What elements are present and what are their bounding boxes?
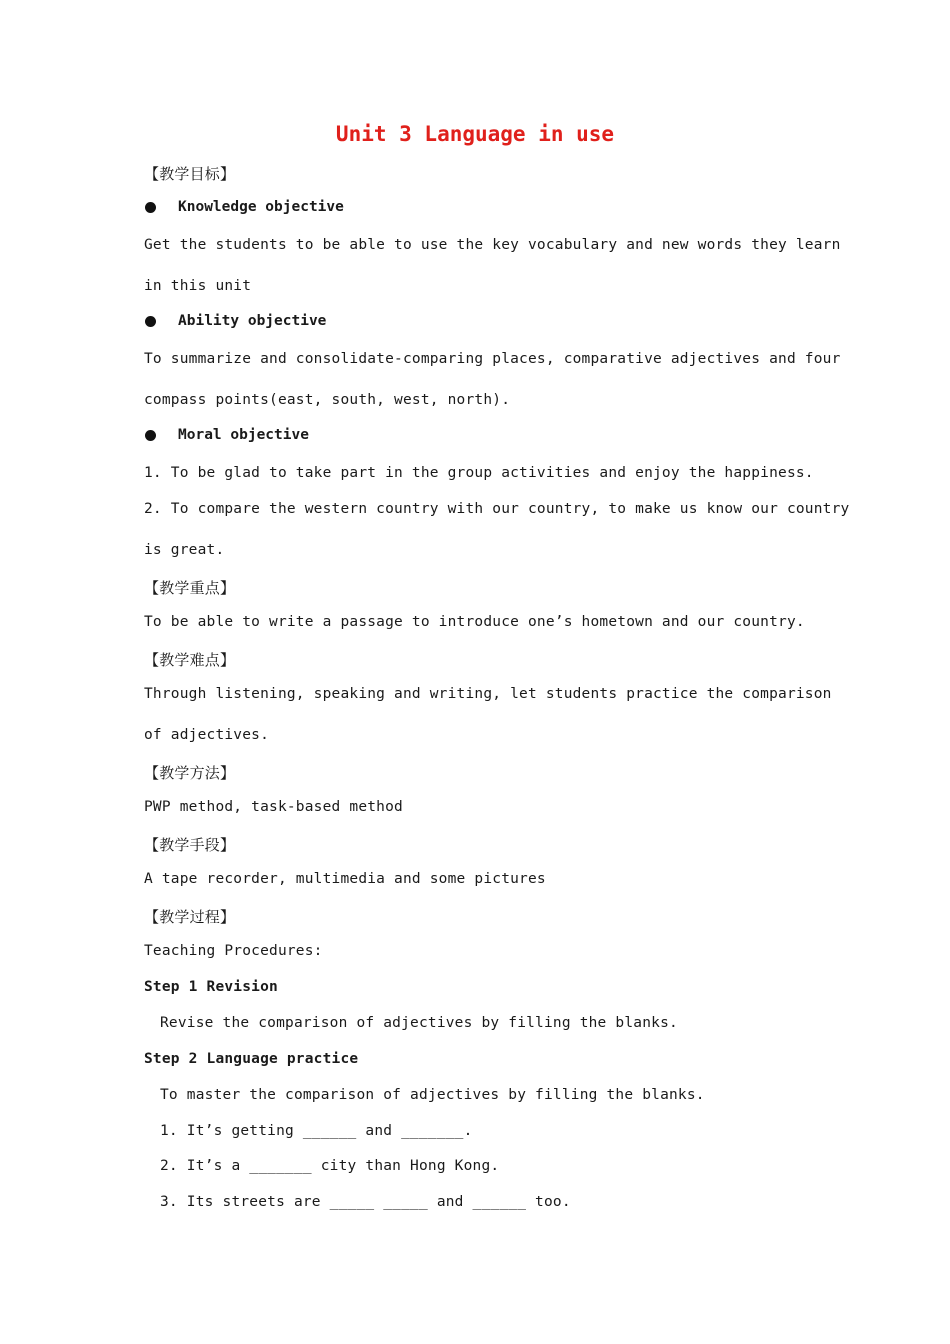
exercise-item-1: 1. It’s getting ______ and _______. <box>160 1123 473 1139</box>
bullet-icon <box>145 316 156 327</box>
ability-text-line-2: compass points(east, south, west, north). <box>144 392 511 408</box>
difficult-points-heading: 【教学难点】 <box>144 651 236 669</box>
objectives-heading: 【教学目标】 <box>144 165 236 183</box>
key-points-text: To be able to write a passage to introduce one’s hometown and our country. <box>144 614 805 630</box>
teaching-method-heading: 【教学方法】 <box>144 764 236 782</box>
moral-item-1: 1. To be glad to take part in the group activities and enjoy the happiness. <box>144 465 814 481</box>
knowledge-text-line-1: Get the students to be able to use the key vocabulary and new words they learn <box>144 237 841 253</box>
teaching-means-text: A tape recorder, multimedia and some pictures <box>144 871 546 887</box>
step-2-heading: Step 2 Language practice <box>144 1051 359 1067</box>
knowledge-objective-heading: Knowledge objective <box>178 199 344 215</box>
exercise-item-3: 3. Its streets are _____ _____ and ______ too. <box>160 1194 571 1210</box>
knowledge-objective-row <box>144 199 344 215</box>
document-title: Unit 3 Language in use <box>335 122 615 146</box>
exercise-item-2: 2. It’s a _______ city than Hong Kong. <box>160 1158 500 1174</box>
step-1-heading: Step 1 Revision <box>144 979 278 995</box>
step-2-text: To master the comparison of adjectives by filling the blanks. <box>160 1087 705 1103</box>
moral-objective-heading: Moral objective <box>178 427 309 443</box>
teaching-method-text: PWP method, task-based method <box>144 799 403 815</box>
bullet-icon <box>145 430 156 441</box>
ability-objective-row <box>144 313 326 329</box>
teaching-process-heading: 【教学过程】 <box>144 908 236 926</box>
knowledge-text-line-2: in this unit <box>144 278 252 294</box>
difficult-text-line-1: Through listening, speaking and writing, let students practice the comparison <box>144 686 832 702</box>
moral-item-2-line-2: is great. <box>144 542 225 558</box>
moral-objective-row <box>144 427 309 443</box>
moral-item-2-line-1: 2. To compare the western country with our country, to make us know our country <box>144 501 850 517</box>
difficult-text-line-2: of adjectives. <box>144 727 270 743</box>
teaching-means-heading: 【教学手段】 <box>144 836 236 854</box>
ability-objective-heading: Ability objective <box>178 313 327 329</box>
ability-text-line-1: To summarize and consolidate-comparing places, comparative adjectives and four <box>144 351 841 367</box>
step-1-text: Revise the comparison of adjectives by filling the blanks. <box>160 1015 678 1031</box>
key-points-heading: 【教学重点】 <box>144 579 236 597</box>
bullet-icon <box>145 202 156 213</box>
teaching-procedures-label: Teaching Procedures: <box>144 943 323 959</box>
